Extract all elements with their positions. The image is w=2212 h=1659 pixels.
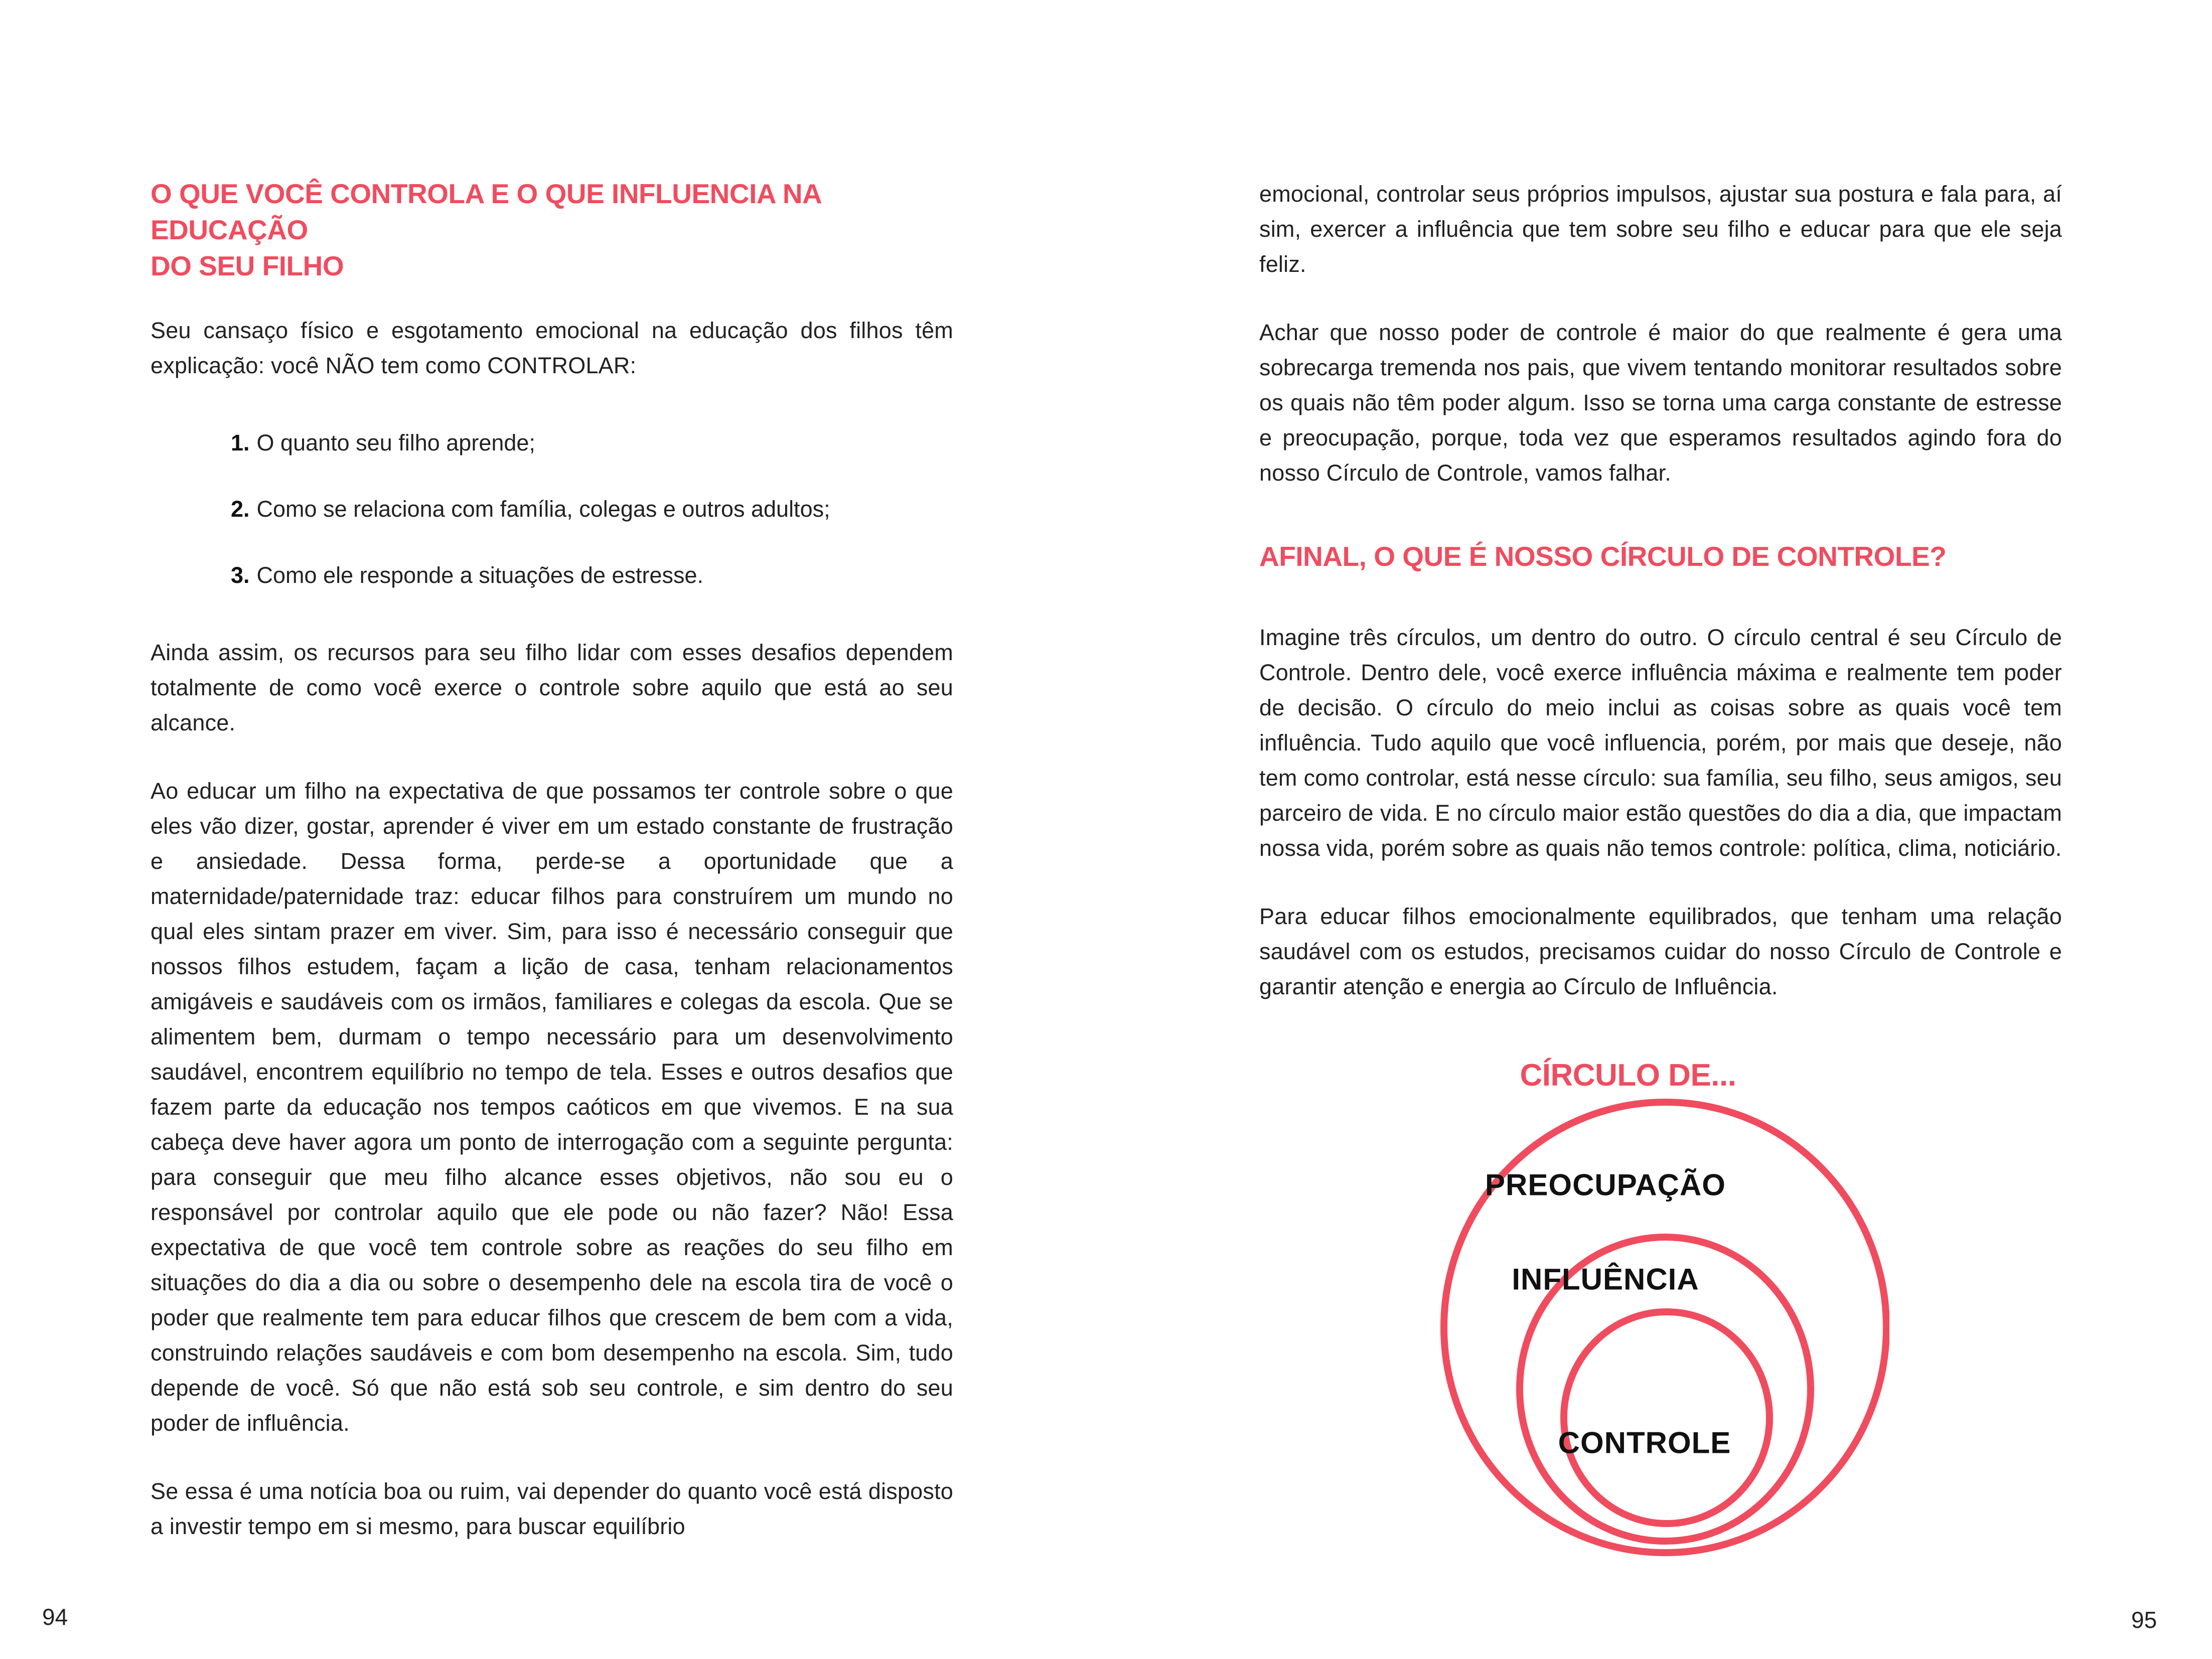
page-number-left: 94 bbox=[42, 1604, 68, 1630]
right-page-heading: AFINAL, O QUE É NOSSO CÍRCULO DE CONTROLE? bbox=[1259, 541, 1947, 572]
list-item-1-text: O quanto seu filho aprende; bbox=[256, 430, 535, 456]
left-page-column bbox=[151, 176, 953, 1577]
left-heading-line-2: DO SEU FILHO bbox=[151, 250, 344, 281]
left-heading-line-1: O QUE VOCÊ CONTROLA E O QUE INFLUENCIA NA EDUCAÇÃO bbox=[151, 178, 821, 245]
left-paragraph-2: Ao educar um filho na expectativa de que possamos ter controle sobre o que eles vão dizer, gostar, aprender é viver em um estado constante de frustração e ansiedade. Dessa forma, perde-se a oportunidade que a maternidade/paternidade traz: educar filhos para construírem um mundo no qual eles sintam prazer em viver. Sim, para isso é necessário conseguir que nossos filhos estudem, façam a lição de casa, tenham relacionamentos amigáveis e saudáveis com os irmãos, familiares e colegas da escola. Que se alimentem bem, durmam o tempo necessário para um desenvolvimento saudável, encontrem equilíbrio no tempo de tela. Esses e outros desafios que fazem parte da educação nos tempos caóticos em que vivemos. E na sua cabeça deve haver agora um ponto de interrogação com a seguinte pergunta: para conseguir que meu filho alcance esses objetivos, não sou eu o responsável por controlar aquilo que ele pode ou não fazer? Não! Essa expectativa de que você tem controle sobre as reações do seu filho em situações do dia a dia ou sobre o desempenho dele na escola tira de você o poder que realmente tem para educar filhos que crescem de bem com a vida, construindo relações saudáveis e com bom desempenho na escola. Sim, tudo depende de você. Só que não está sob seu controle, e sim dentro do seu poder de influência. bbox=[151, 778, 953, 1436]
numbered-list bbox=[151, 425, 953, 593]
list-item-1-number: 1. bbox=[231, 430, 250, 456]
circles-diagram bbox=[1345, 1058, 1987, 1599]
right-paragraph-1: emocional, controlar seus próprios impulsos, ajustar sua postura e fala para, aí sim, exercer a influência que tem sobre seu filho e educar para que ele seja feliz. bbox=[1259, 181, 2062, 277]
left-intro-paragraph: Seu cansaço físico e esgotamento emocional na educação dos filhos têm explicação: você NÃO tem como CONTROLAR: bbox=[151, 318, 953, 378]
inner-ring-label: CONTROLE bbox=[1558, 1426, 1731, 1460]
right-paragraph-2: Achar que nosso poder de controle é maior do que realmente é gera uma sobrecarga tremenda nos pais, que vivem tentando monitorar resultados sobre os quais não têm poder algum. Isso se torna uma carga constante de estresse e preocupação, porque, toda vez que esperamos resultados agindo fora do nosso Círculo de Controle, vamos falhar. bbox=[1259, 320, 2062, 486]
inner-ring-controle bbox=[1564, 1312, 1769, 1524]
right-paragraph-3: Imagine três círculos, um dentro do outro. O círculo central é seu Círculo de Controle. Dentro dele, você exerce influência máxima e realmente tem poder de decisão. O círculo do meio inclui as coisas sobre as quais você tem influência. Tudo aquilo que você influencia, porém, por mais que deseje, não tem como controlar, está nesse círculo: sua família, seu filho, seus amigos, seu parceiro de vida. E no círculo maior estão questões do dia a dia, que impactam nossa vida, porém sobre as quais não temos controle: política, clima, noticiário. bbox=[1259, 625, 2062, 861]
diagram-title: CÍRCULO DE... bbox=[1520, 1058, 1736, 1093]
right-page-column bbox=[1259, 177, 2062, 1037]
right-paragraph-4: Para educar filhos emocionalmente equilibrados, que tenham uma relação saudável com os estudos, precisamos cuidar do nosso Círculo de Controle e garantir atenção e energia ao Círculo de Influência. bbox=[1259, 903, 2062, 999]
left-paragraph-3: Se essa é uma notícia boa ou ruim, vai depender do quanto você está disposto a investir tempo em si mesmo, para buscar equilíbrio bbox=[151, 1478, 953, 1539]
list-item-2-text: Como se relaciona com família, colegas e outros adultos; bbox=[256, 496, 830, 522]
middle-ring-label: INFLUÊNCIA bbox=[1512, 1262, 1699, 1296]
list-item-2-number: 2. bbox=[231, 496, 250, 522]
left-paragraph-1: Ainda assim, os recursos para seu filho lidar com esses desafios dependem totalmente de como você exerce o controle sobre aquilo que está ao seu alcance. bbox=[151, 640, 953, 735]
list-item-2 bbox=[231, 492, 953, 527]
page-number-right: 95 bbox=[2131, 1607, 2157, 1633]
outer-ring-label: PREOCUPAÇÃO bbox=[1485, 1168, 1726, 1202]
list-item-3-number: 3. bbox=[231, 562, 250, 588]
left-page-heading bbox=[151, 176, 953, 284]
list-item-3-text: Como ele responde a situações de estresse. bbox=[256, 562, 704, 588]
list-item-3 bbox=[231, 558, 953, 593]
list-item-1 bbox=[231, 425, 953, 461]
